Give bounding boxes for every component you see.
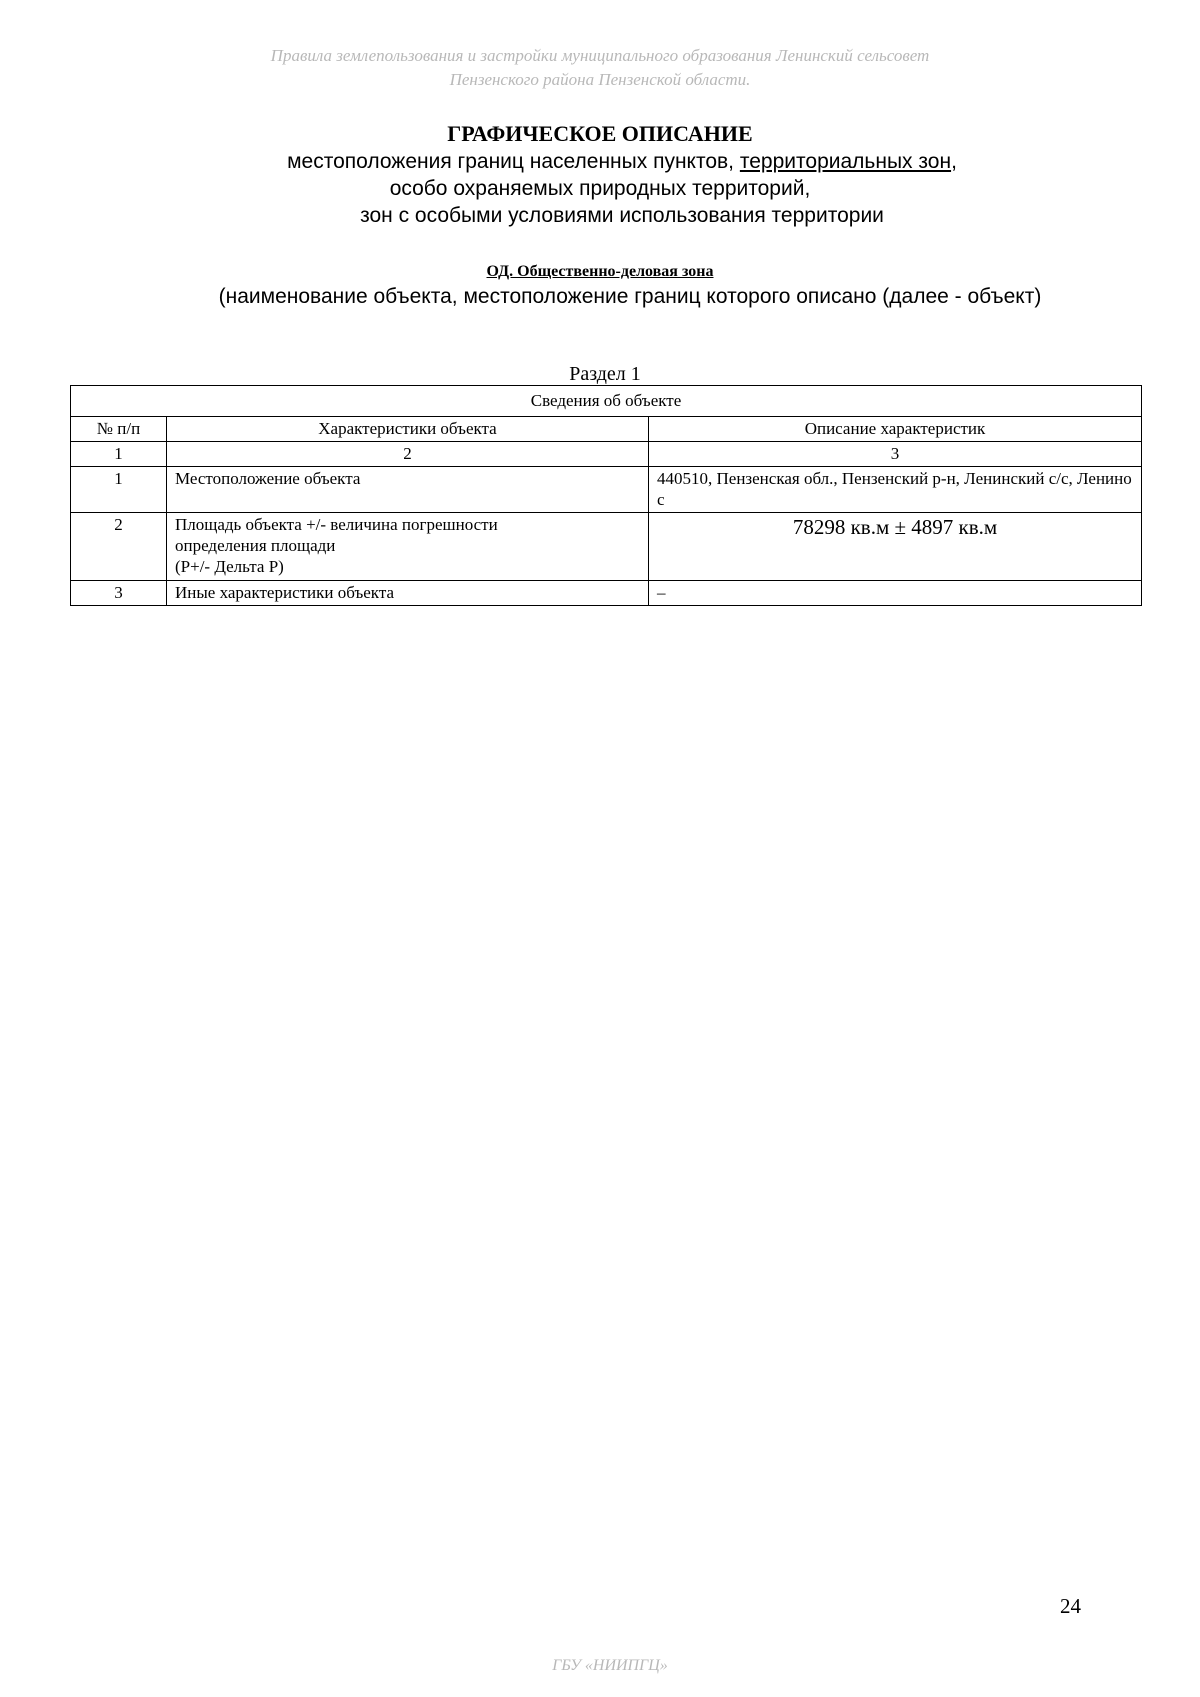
table-row [71,581,1142,606]
subtitle-line-1-underlined: территориальных зон [739,150,952,173]
subtitle-line-1 [0,148,1200,175]
row-characteristic-line-3: (P+/- Дельта P) [175,557,284,576]
row-characteristic-line-1: Площадь объекта +/- величина погрешности [175,515,498,534]
table-row [71,467,1142,513]
subtitle-line-3: зон с особыми условиями использования территории [360,204,884,227]
row-characteristic-line-2: определения площади [175,536,336,555]
table-row [71,513,1142,581]
column-number-3: 3 [649,442,1142,467]
running-header [0,44,1200,92]
table-header-row [71,417,1142,442]
row-characteristic: Местоположение объекта [167,467,649,513]
object-info-table [70,385,1142,606]
object-name: ОД. Общественно-деловая зона [486,263,714,280]
header-characteristic: Характеристики объекта [167,417,649,442]
document-subtitle [0,148,1200,229]
row-characteristic [167,513,649,581]
table-column-numbers-row [71,442,1142,467]
row-description: 440510, Пензенская обл., Пензенский р-н, Ленинский с/с, Ленино с [649,467,1142,513]
row-number: 2 [71,513,167,581]
row-number: 3 [71,581,167,606]
object-caption: (наименование объекта, местоположение границ которого описано (далее - объект) [218,285,1042,308]
row-number: 1 [71,467,167,513]
column-number-2: 2 [167,442,649,467]
table-caption-row [71,386,1142,417]
document-title: ГРАФИЧЕСКОЕ ОПИСАНИЕ [447,121,753,146]
column-number-1: 1 [71,442,167,467]
row-characteristic: Иные характеристики объекта [167,581,649,606]
subtitle-line-2: особо охраняемых природных территорий, [389,177,811,200]
running-header-line-1: Правила землепользования и застройки муниципального образования Ленинский сельсовет [270,46,930,65]
subtitle-line-1-prefix: местоположения границ населенных пунктов, [287,150,740,173]
section-title: Раздел 1 [569,363,641,385]
running-header-line-2: Пензенского района Пензенской области. [449,70,751,89]
page-number: 24 [1060,1594,1081,1618]
header-description: Описание характеристик [649,417,1142,442]
row-description: – [649,581,1142,606]
running-footer: ГБУ «НИИПГЦ» [552,1657,668,1674]
table-caption: Сведения об объекте [71,386,1142,417]
subtitle-line-1-suffix: , [951,150,957,173]
area-value: 78298 кв.м ± 4897 кв.м [649,513,1142,581]
header-number: № п/п [71,417,167,442]
